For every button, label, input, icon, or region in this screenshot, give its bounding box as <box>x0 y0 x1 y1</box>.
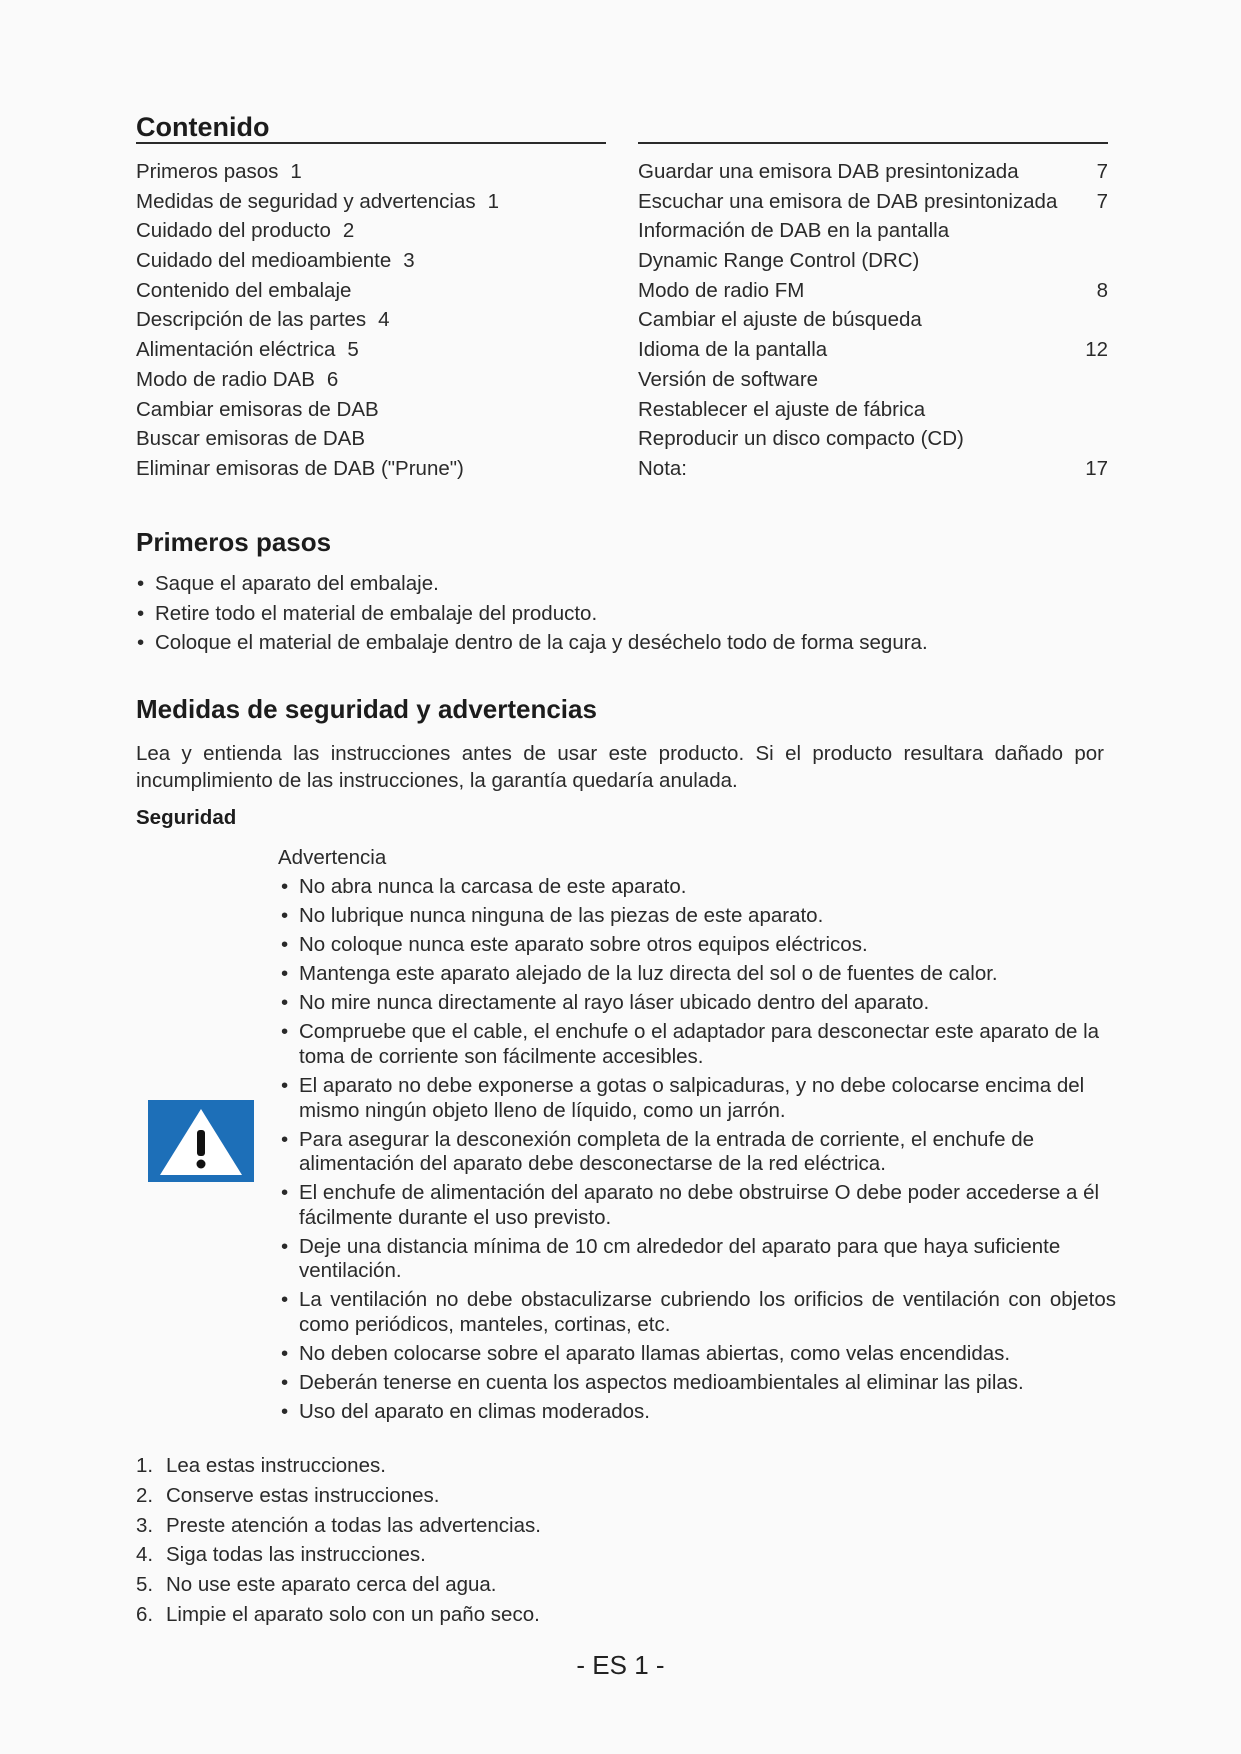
warning-triangle-icon <box>148 1100 254 1182</box>
toc-entry-label: Cuidado del medioambiente <box>136 249 392 273</box>
list-item: • No coloque nunca este aparato sobre otros equipos eléctricos. <box>281 933 868 957</box>
primeros-pasos-list <box>136 569 1104 658</box>
toc-entry <box>136 365 606 395</box>
toc-entry <box>638 246 1108 276</box>
list-item: 4. Siga todas las instrucciones. <box>136 1543 426 1567</box>
toc-entry <box>638 335 1108 365</box>
toc-entry <box>136 216 606 246</box>
list-item: 2. Conserve estas instrucciones. <box>136 1483 440 1507</box>
toc-divider-right <box>638 142 1108 144</box>
toc-entry-page: 2 <box>342 219 355 243</box>
toc-entry-label: Cuidado del producto <box>136 219 331 243</box>
toc-entry-label: Restablecer el ajuste de fábrica <box>638 397 926 421</box>
toc-entry-label: Versión de software <box>638 367 819 391</box>
toc-title: Contenido <box>136 112 270 142</box>
toc-entry-page: 7 <box>1096 160 1108 183</box>
toc-entry-label: Medidas de seguridad y advertencias <box>136 189 476 213</box>
toc-entry-label: Reproducir un disco compacto (CD) <box>638 427 964 451</box>
list-item: • El aparato no debe exponerse a gotas o salpicaduras, y no debe colocarse encima del mismo ningún objeto lleno de líquido, como un jarrón. <box>281 1074 1085 1122</box>
toc-entry <box>638 454 1108 484</box>
toc-entry-page: 3 <box>403 249 415 273</box>
section-title-primeros-pasos: Primeros pasos <box>136 527 332 557</box>
toc-entry-label: Eliminar emisoras de DAB ("Prune") <box>136 456 464 480</box>
list-item: • La ventilación no debe obstaculizarse cubriendo los orificios de ventilación con objetos como periódicos, manteles, cortinas, etc. <box>281 1288 1116 1336</box>
toc-entry-page: 8 <box>1096 278 1108 302</box>
list-item: • Retire todo el material de embalaje del producto. <box>137 601 598 625</box>
list-item: • Mantenga este aparato alejado de la luz directa del sol o de fuentes de calor. <box>281 962 998 986</box>
toc-entry <box>638 157 1108 187</box>
toc-entry-label: Alimentación eléctrica <box>136 338 336 362</box>
toc-entry-label: Información de DAB en la pantalla <box>638 219 950 243</box>
list-item: • Para asegurar la desconexión completa de la entrada de corriente, el enchufe de alimentación del aparato debe desconectarse de la red eléctrica. <box>281 1127 1035 1176</box>
toc-entry-label: Modo de radio FM <box>638 278 805 302</box>
toc-entry <box>136 454 606 484</box>
toc-divider-left <box>136 142 606 144</box>
toc-entry <box>136 187 606 217</box>
toc-entry <box>638 365 1108 395</box>
toc-entry <box>638 216 1108 246</box>
toc-entry <box>136 335 606 365</box>
list-item: 5. No use este aparato cerca del agua. <box>136 1573 497 1597</box>
toc-entry-label: Escuchar una emisora de DAB presintonizada <box>638 189 1058 213</box>
toc-entry-label: Cambiar emisoras de DAB <box>136 397 379 421</box>
toc-entry-page: 4 <box>378 308 390 332</box>
list-item: 6. Limpie el aparato solo con un paño seco. <box>136 1602 540 1626</box>
toc-column-right <box>638 157 1108 484</box>
toc-entry-label: Primeros pasos <box>136 160 279 183</box>
toc-entry-label: Guardar una emisora DAB presintonizada <box>638 160 1019 183</box>
toc-entry-label: Cambiar el ajuste de búsqueda <box>638 308 922 332</box>
list-item: • No mire nunca directamente al rayo láser ubicado dentro del aparato. <box>281 991 930 1015</box>
medidas-intro: Lea y entienda las instrucciones antes de usar este producto. Si el producto resultara dañado por incumplimiento de las instrucciones, la garantía quedaría anulada. <box>136 742 1104 792</box>
warning-label: Advertencia <box>278 846 387 869</box>
toc-entry-page: 7 <box>1096 189 1108 213</box>
toc-entry <box>638 424 1108 454</box>
toc-entry-label: Contenido del embalaje <box>136 278 352 302</box>
toc-entry <box>638 187 1108 217</box>
toc-entry-label: Dynamic Range Control (DRC) <box>638 249 920 273</box>
toc-entry <box>136 246 606 276</box>
toc-column-left <box>136 157 606 484</box>
toc-entry-page: 17 <box>1085 456 1108 480</box>
list-item: • No abra nunca la carcasa de este aparato. <box>281 875 687 898</box>
instructions-list <box>136 1451 541 1630</box>
toc-entry <box>136 305 606 335</box>
toc-entry-page: 12 <box>1085 338 1108 362</box>
toc-entry-label: Idioma de la pantalla <box>638 338 828 362</box>
list-item: • Coloque el material de embalaje dentro de la caja y deséchelo todo de forma segura. <box>137 631 928 655</box>
toc-entry-page: 5 <box>347 338 359 362</box>
toc-entry-label: Descripción de las partes <box>136 308 367 332</box>
list-item: • Deje una distancia mínima de 10 cm alrededor del aparato para que haya suficiente ventilación. <box>281 1234 1061 1283</box>
toc-entry-page: 6 <box>326 367 339 391</box>
list-item: • Uso del aparato en climas moderados. <box>281 1400 650 1424</box>
subsection-title-seguridad: Seguridad <box>136 806 237 829</box>
page-number: - ES 1 - <box>576 1650 665 1680</box>
toc-entry-page: 1 <box>487 189 499 213</box>
toc-entry <box>136 395 606 425</box>
toc-entry-label: Nota: <box>638 456 687 480</box>
list-item: • No deben colocarse sobre el aparato llamas abiertas, como velas encendidas. <box>281 1342 1011 1366</box>
toc-entry <box>136 276 606 306</box>
list-item: 3. Preste atención a todas las advertencias. <box>136 1513 541 1537</box>
toc-entry-label: Buscar emisoras de DAB <box>136 427 366 451</box>
toc-entry <box>136 157 606 187</box>
section-title-medidas: Medidas de seguridad y advertencias <box>136 694 597 724</box>
list-item: 1. Lea estas instrucciones. <box>136 1454 386 1477</box>
toc-entry <box>136 424 606 454</box>
list-item: • Compruebe que el cable, el enchufe o el adaptador para desconectar este aparato de la toma de corriente son fácilmente accesibles. <box>281 1020 1100 1068</box>
toc-entry <box>638 305 1108 335</box>
list-item: • No lubrique nunca ninguna de las piezas de este aparato. <box>281 904 824 928</box>
list-item: • Deberán tenerse en cuenta los aspectos medioambientales al eliminar las pilas. <box>281 1371 1024 1395</box>
toc-entry-label: Modo de radio DAB <box>136 367 315 391</box>
toc-entry <box>638 276 1108 306</box>
toc-entry-page: 1 <box>290 160 302 183</box>
toc-entry <box>638 395 1108 425</box>
list-item: • Saque el aparato del embalaje. <box>137 572 439 595</box>
warning-list <box>278 875 1116 1429</box>
list-item: • El enchufe de alimentación del aparato no debe obstruirse O debe poder accederse a él fácilmente durante el uso previsto. <box>281 1181 1100 1229</box>
